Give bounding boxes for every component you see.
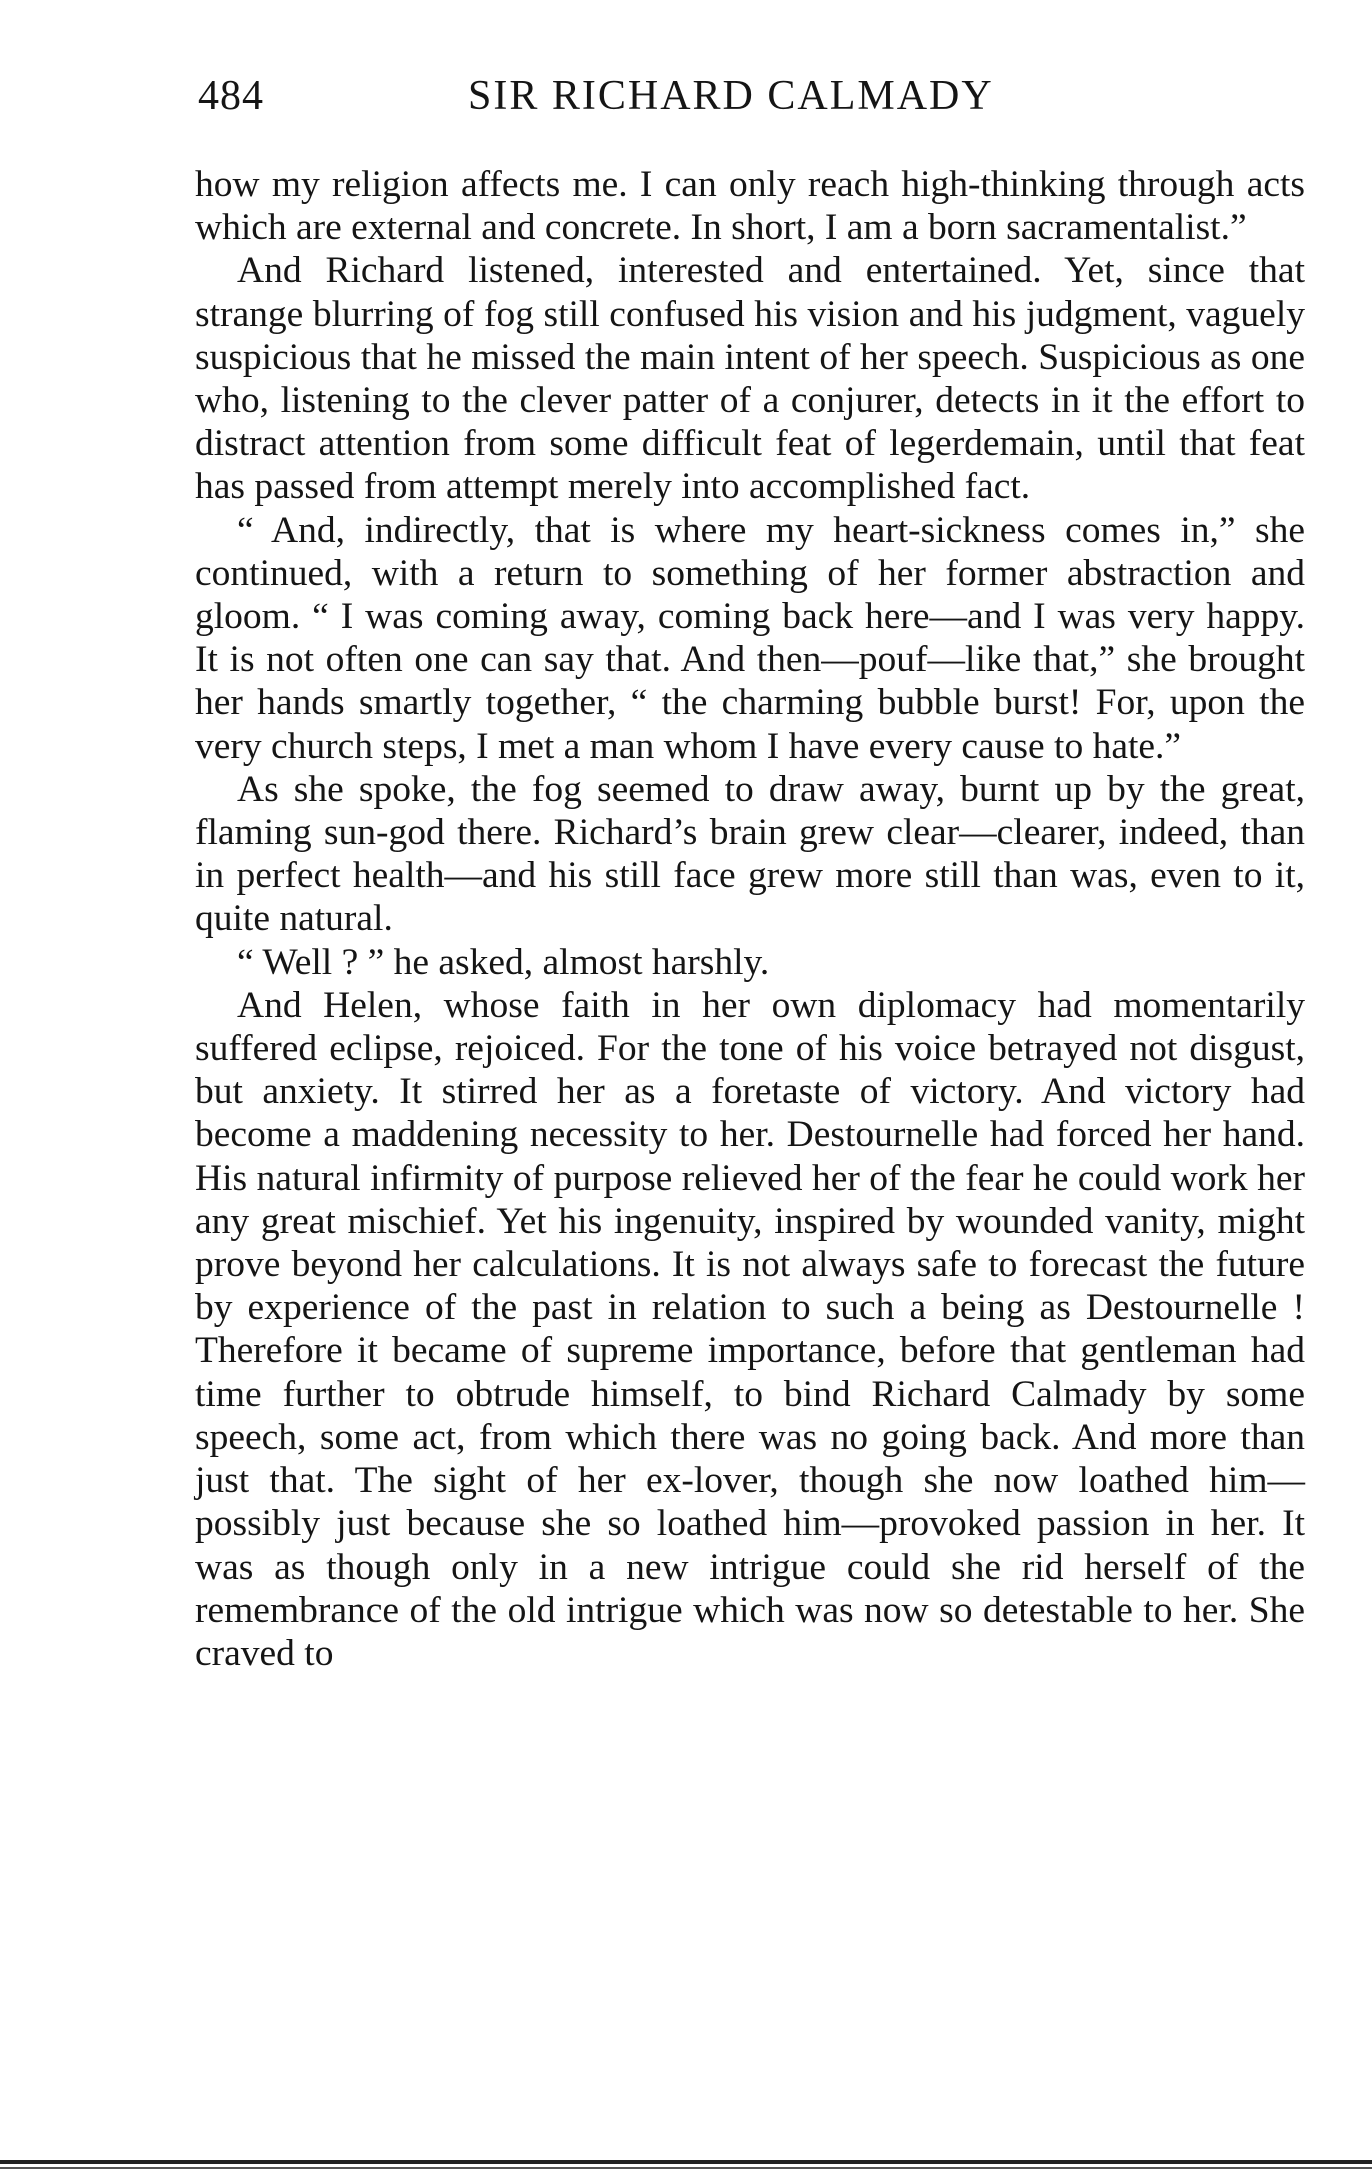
page-header [198,72,1308,132]
bottom-rule [0,2160,1372,2164]
paragraph: “ And, indirectly, that is where my heart-sickness comes in,” she continued, with a return to something of her former abstraction and gloom. “ I was coming away, coming back here—and I was very happy. It is not often one can say that. And then—pouf—like that,” she brought her hands smartly together, “ the charming bubble burst! For, upon the very church steps, I met a man whom I have every cause to hate.” [195,509,1305,767]
paragraph: As she spoke, the fog seemed to draw away, burnt up by the great, flaming sun-god there. Richard’s brain grew clear—clearer, indeed, than in perfect health—and his still face grew more still than was, even to it, quite natural. [195,768,1305,940]
paragraph: And Richard listened, interested and entertained. Yet, since that strange blurring of fog still confused his vision and his judgment, vaguely suspicious that he missed the main intent of her speech. Suspicious as one who, listening to the clever patter of a conjurer, detects in it the effort to distract attention from some difficult feat of legerdemain, until that feat has passed from attempt merely into accomplished fact. [195,250,1305,508]
paragraph: And Helen, whose faith in her own diplomacy had momentarily suffered eclipse, rejoiced. For the tone of his voice betrayed not disgust, but anxiety. It stirred her as a foretaste of victory. And victory had become a maddening necessity to her. Destournelle had forced her hand. His natural infirmity of purpose relieved her of the fear he could work her any great mischief. Yet his ingenuity, inspired by wounded vanity, might prove beyond her calculations. It is not always safe to forecast the future by experience of the past in relation to such a being as Destournelle ! Therefore it became of supreme importance, before that gentleman had time further to obtrude himself, to bind Richard Calmady by some speech, some act, from which there was no going back. And more than just that. The sight of her ex-lover, though she now loathed him—possibly just because she so loathed him—provoked passion in her. It was as though only in a new intrigue could she rid herself of the remembrance of the old intrigue which was now so detestable to her. She craved to [195,984,1305,1674]
bottom-rule-thin [0,2167,1372,2169]
paragraph: “ Well ? ” he asked, almost harshly. [237,941,770,983]
paragraph: how my religion affects me. I can only reach high-thinking through acts which are external and concrete. In short, I am a born sacramentalist.” [195,164,1305,249]
page-number: 484 [198,73,264,119]
running-title: SIR RICHARD CALMADY [468,73,994,119]
body-text [195,163,1305,1675]
